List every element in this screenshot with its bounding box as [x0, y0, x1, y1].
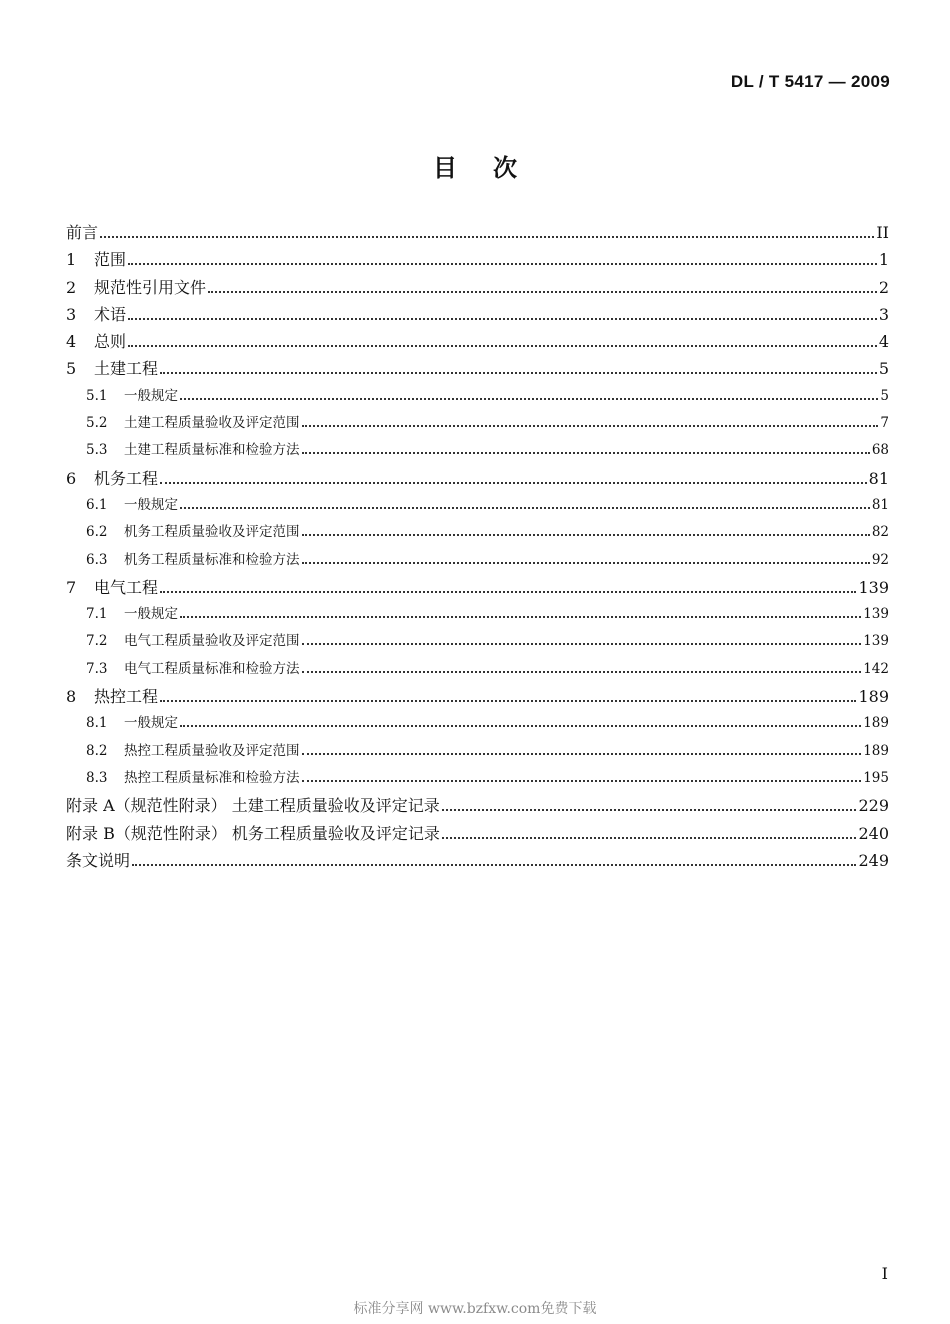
toc-entry-label: 附录 B（规范性附录） 机务工程质量验收及评定记录 [66, 823, 440, 843]
toc-entry-page: 249 [858, 850, 889, 870]
toc-entry-number: 6.1 [86, 496, 108, 513]
toc-entry-page: 229 [858, 796, 889, 816]
toc-entry-label: 前言 [66, 223, 99, 242]
toc-entry-number: 8.2 [86, 742, 108, 759]
toc-entry[interactable] [66, 328, 889, 355]
dot-leader [180, 616, 861, 618]
page-number: I [881, 1264, 888, 1283]
toc-entry[interactable] [66, 765, 889, 792]
toc-entry-page: 92 [871, 551, 889, 568]
toc-entry-label: 热控工程质量验收及评定范围 [124, 742, 300, 759]
toc-entry[interactable] [66, 683, 889, 710]
toc-entry-number: 6.2 [86, 524, 108, 541]
toc-entry[interactable] [66, 820, 889, 847]
toc-entry-number: 7 [66, 577, 77, 597]
toc-entry[interactable] [66, 792, 889, 819]
toc-entry-number: 3 [66, 304, 77, 324]
toc-entry-label: 电气工程 [94, 577, 159, 597]
toc-entry-label: 电气工程质量标准和检验方法 [124, 660, 300, 677]
dot-leader [208, 291, 877, 293]
toc-entry-number: 8.1 [86, 715, 108, 732]
dot-leader [302, 425, 879, 427]
toc-entry-label: 一般规定 [124, 715, 178, 732]
toc-entry-number: 8.3 [86, 769, 108, 786]
toc-entry-page: 240 [858, 823, 889, 843]
toc-entry-page: II [876, 223, 889, 242]
dot-leader [180, 725, 861, 727]
dot-leader [160, 372, 877, 374]
toc-entry-label: 热控工程质量标准和检验方法 [124, 769, 300, 786]
toc-entry[interactable] [66, 656, 889, 683]
dot-leader [442, 809, 857, 811]
toc-entry-page: 139 [858, 577, 889, 597]
toc-entry[interactable] [66, 519, 889, 546]
dot-leader [302, 643, 862, 645]
toc-entry-number: 8 [66, 687, 77, 707]
toc-entry[interactable] [66, 847, 889, 874]
page-title: 目次 [433, 153, 553, 182]
toc-entry-label: 附录 A（规范性附录） 土建工程质量验收及评定记录 [66, 796, 440, 816]
dot-leader [180, 398, 878, 400]
toc-entry[interactable] [66, 492, 889, 519]
toc-entry[interactable] [66, 274, 889, 301]
dot-leader [128, 318, 877, 320]
toc-entry[interactable] [66, 628, 889, 655]
toc-entry-page: 68 [871, 442, 889, 459]
toc-entry-label: 规范性引用文件 [94, 277, 207, 297]
toc-entry-label: 机务工程质量标准和检验方法 [124, 551, 300, 568]
toc-entry-label: 机务工程质量验收及评定范围 [124, 524, 300, 541]
toc-entry-number: 5.3 [86, 442, 108, 459]
toc-entry[interactable] [66, 219, 889, 246]
toc-entry-number: 2 [66, 277, 77, 297]
toc-entry-number: 4 [66, 332, 77, 352]
toc-entry-page: 189 [858, 687, 889, 707]
toc-entry-page: 81 [868, 468, 889, 488]
toc-entry-number: 5.1 [86, 387, 108, 404]
toc-entry-page: 2 [878, 277, 889, 297]
toc-entry-page: 7 [880, 415, 889, 432]
toc-entry-page: 189 [863, 742, 889, 759]
toc-entry[interactable] [66, 246, 889, 273]
toc-entry-number: 6 [66, 468, 77, 488]
toc-entry-label: 一般规定 [124, 606, 178, 623]
toc-entry-page: 3 [878, 304, 889, 324]
toc-entry[interactable] [66, 547, 889, 574]
toc-entry-page: 195 [863, 769, 889, 786]
dot-leader [100, 236, 874, 238]
watermark: 标准分享网 www.bzfxw.com免费下载 [353, 1301, 597, 1317]
toc-entry-label: 一般规定 [124, 387, 178, 404]
dot-leader [302, 671, 862, 673]
toc-entry-number: 5 [66, 359, 77, 379]
dot-leader [160, 591, 856, 593]
toc-entry[interactable] [66, 738, 889, 765]
toc-entry-page: 5 [878, 359, 889, 379]
toc-entry-label: 总则 [94, 332, 127, 352]
toc-entry-page: 139 [863, 633, 889, 650]
toc-entry-label: 一般规定 [124, 496, 178, 513]
toc-entry-number: 6.3 [86, 551, 108, 568]
toc-entry-number: 7.3 [86, 660, 108, 677]
dot-leader [128, 263, 877, 265]
dot-leader [442, 837, 857, 839]
toc-entry-label: 电气工程质量验收及评定范围 [124, 633, 300, 650]
toc-entry-label: 条文说明 [66, 850, 131, 870]
toc-entry-page: 189 [863, 715, 889, 732]
toc-entry-label: 土建工程质量验收及评定范围 [124, 415, 300, 432]
dot-leader [160, 482, 867, 484]
dot-leader [302, 534, 870, 536]
toc-entry-number: 7.1 [86, 606, 108, 623]
dot-leader [160, 700, 856, 702]
table-of-contents [66, 219, 889, 874]
dot-leader [180, 507, 870, 509]
toc-entry-page: 1 [878, 250, 889, 270]
toc-entry-label: 术语 [94, 304, 127, 324]
toc-entry[interactable] [66, 437, 889, 464]
dot-leader [302, 753, 862, 755]
dot-leader [128, 345, 877, 347]
toc-entry-page: 142 [863, 660, 889, 677]
toc-entry-label: 机务工程 [94, 468, 159, 488]
toc-entry[interactable] [66, 710, 889, 737]
toc-entry-page: 4 [878, 332, 889, 352]
toc-entry-label: 范围 [94, 250, 127, 270]
toc-entry[interactable] [66, 410, 889, 437]
toc-entry-label: 热控工程 [94, 687, 159, 707]
toc-entry-label: 土建工程质量标准和检验方法 [124, 442, 300, 459]
standard-code: DL / T 5417 — 2009 [730, 72, 890, 91]
toc-entry-number: 5.2 [86, 415, 108, 432]
toc-entry-page: 82 [871, 524, 889, 541]
dot-leader [302, 562, 870, 564]
toc-entry[interactable] [66, 383, 889, 410]
toc-entry-page: 81 [871, 496, 889, 513]
dot-leader [302, 452, 870, 454]
toc-entry-number: 7.2 [86, 633, 108, 650]
dot-leader [132, 864, 856, 866]
toc-entry-number: 1 [66, 250, 77, 270]
toc-entry-page: 5 [880, 387, 889, 404]
toc-entry-page: 139 [863, 606, 889, 623]
toc-entry[interactable] [66, 465, 889, 492]
toc-entry[interactable] [66, 574, 889, 601]
toc-entry[interactable] [66, 355, 889, 382]
toc-entry-label: 土建工程 [94, 359, 159, 379]
toc-entry[interactable] [66, 301, 889, 328]
toc-entry[interactable] [66, 601, 889, 628]
dot-leader [302, 780, 862, 782]
